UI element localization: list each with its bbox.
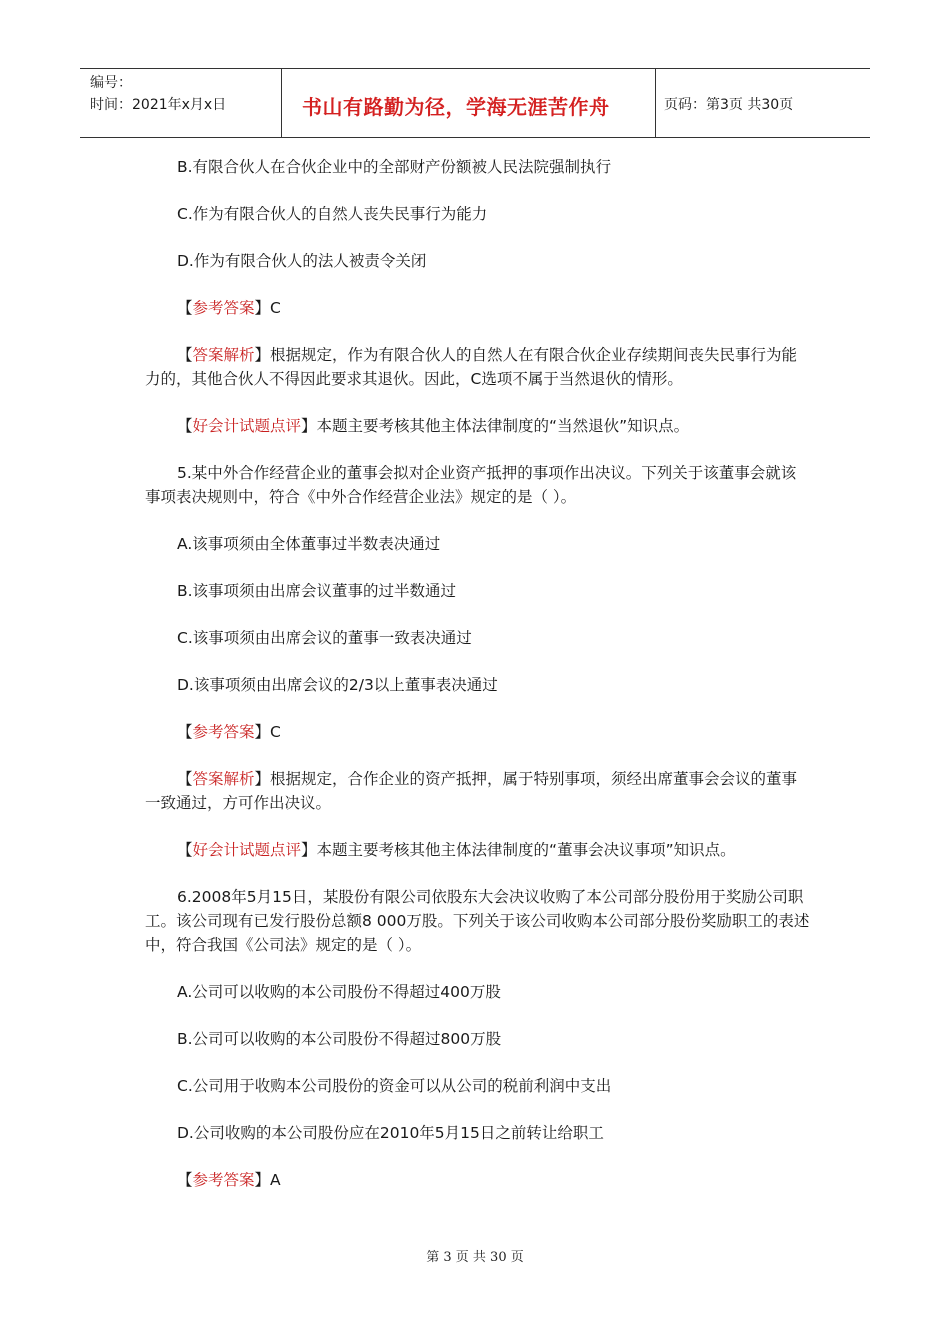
page-footer: 第 3 页 共 30 页 (426, 1250, 524, 1265)
header-meta (80, 69, 282, 137)
paragraph-text: 5.某中外合作经营企业的董事会拟对企业资产抵押的事项作出决议。下列关于该董事会就该事项表决规则中，符合《中外合作经营企业法》规定的是（ ）。 (145, 464, 797, 506)
bracket-close: 】 (301, 417, 317, 435)
annotation-tag: 答案解析 (192, 770, 255, 788)
question-paragraph (145, 532, 810, 556)
annotation-tag: 好会计试题点评 (192, 841, 302, 859)
paragraph-text: A.该事项须由全体董事过半数表决通过 (177, 535, 441, 553)
bracket-close: 】 (254, 1171, 271, 1189)
question-paragraph (145, 249, 810, 273)
question-paragraph (145, 579, 810, 603)
paragraph-text: C.公司用于收购本公司股份的资金可以从公司的税前利润中支出 (177, 1077, 612, 1095)
question-paragraph (145, 1027, 810, 1051)
annotation-paragraph (145, 720, 810, 744)
document-body (145, 155, 810, 1215)
question-paragraph (145, 461, 810, 509)
annotation-paragraph (145, 767, 810, 815)
bracket-open: 【 (177, 1171, 193, 1189)
paragraph-text: B.该事项须由出席会议董事的过半数通过 (177, 582, 457, 600)
bracket-close: 】 (254, 346, 271, 364)
annotation-paragraph (145, 343, 810, 391)
paragraph-text: C.作为有限合伙人的自然人丧失民事行为能力 (177, 205, 488, 223)
paragraph-text: D.作为有限合伙人的法人被责令关闭 (177, 252, 427, 270)
paragraph-text: 根据规定，合作企业的资产抵押，属于特别事项，须经出席董事会会议的董事一致通过，方可作出决议。 (145, 770, 798, 812)
header-page-info: 页码：第3页 共30页 (664, 97, 794, 113)
paragraph-text: 6.2008年5月15日，某股份有限公司依股东大会决议收购了本公司部分股份用于奖励公司职工。该公司现有已发行股份总额8 000万股。下列关于该公司收购本公司部分股份奖励职工的表述中，符合我国《公司法》规定的是（ ）。 (145, 888, 810, 954)
bracket-close: 】 (254, 299, 271, 317)
question-paragraph (145, 1121, 810, 1145)
bracket-close: 】 (254, 770, 271, 788)
bracket-open: 【 (177, 770, 193, 788)
annotation-tag: 答案解析 (192, 346, 255, 364)
bracket-close: 】 (301, 841, 317, 859)
time-label: 时间：2021年x月x日 (90, 97, 227, 113)
paragraph-text: 本题主要考核其他主体法律制度的“董事会决议事项”知识点。 (316, 841, 736, 859)
annotation-tag: 参考答案 (192, 723, 255, 741)
question-paragraph (145, 626, 810, 650)
number-label: 编号： (90, 75, 132, 91)
paragraph-text: A (270, 1171, 281, 1189)
question-paragraph (145, 980, 810, 1004)
question-paragraph (145, 673, 810, 697)
paragraph-text: C (270, 299, 281, 317)
page-header (80, 68, 870, 138)
paragraph-text: D.公司收购的本公司股份应在2010年5月15日之前转让给职工 (177, 1124, 604, 1142)
paragraph-text: A.公司可以收购的本公司股份不得超过400万股 (177, 983, 501, 1001)
annotation-tag: 参考答案 (192, 299, 255, 317)
paragraph-text: C (270, 723, 281, 741)
paragraph-text: B.公司可以收购的本公司股份不得超过800万股 (177, 1030, 502, 1048)
question-paragraph (145, 1074, 810, 1098)
paragraph-text: C.该事项须由出席会议的董事一致表决通过 (177, 629, 472, 647)
bracket-open: 【 (177, 723, 193, 741)
annotation-paragraph (145, 414, 810, 438)
bracket-open: 【 (177, 841, 193, 859)
question-paragraph (145, 202, 810, 226)
header-motto: 书山有路勤为径，学海无涯苦作舟 (282, 69, 656, 137)
annotation-paragraph (145, 1168, 810, 1192)
annotation-tag: 参考答案 (192, 1171, 255, 1189)
bracket-open: 【 (177, 417, 193, 435)
paragraph-text: D.该事项须由出席会议的2/3以上董事表决通过 (177, 676, 498, 694)
bracket-open: 【 (177, 299, 193, 317)
paragraph-text: 本题主要考核其他主体法律制度的“当然退伙”知识点。 (316, 417, 690, 435)
annotation-tag: 好会计试题点评 (192, 417, 302, 435)
annotation-paragraph (145, 838, 810, 862)
paragraph-text: 根据规定，作为有限合伙人的自然人在有限合伙企业存续期间丧失民事行为能力的，其他合伙人不得因此要求其退伙。因此，C选项不属于当然退伙的情形。 (145, 346, 798, 388)
question-paragraph (145, 155, 810, 179)
bracket-open: 【 (177, 346, 193, 364)
bracket-close: 】 (254, 723, 271, 741)
paragraph-text: B.有限合伙人在合伙企业中的全部财产份额被人民法院强制执行 (177, 158, 612, 176)
annotation-paragraph (145, 296, 810, 320)
question-paragraph (145, 885, 810, 957)
